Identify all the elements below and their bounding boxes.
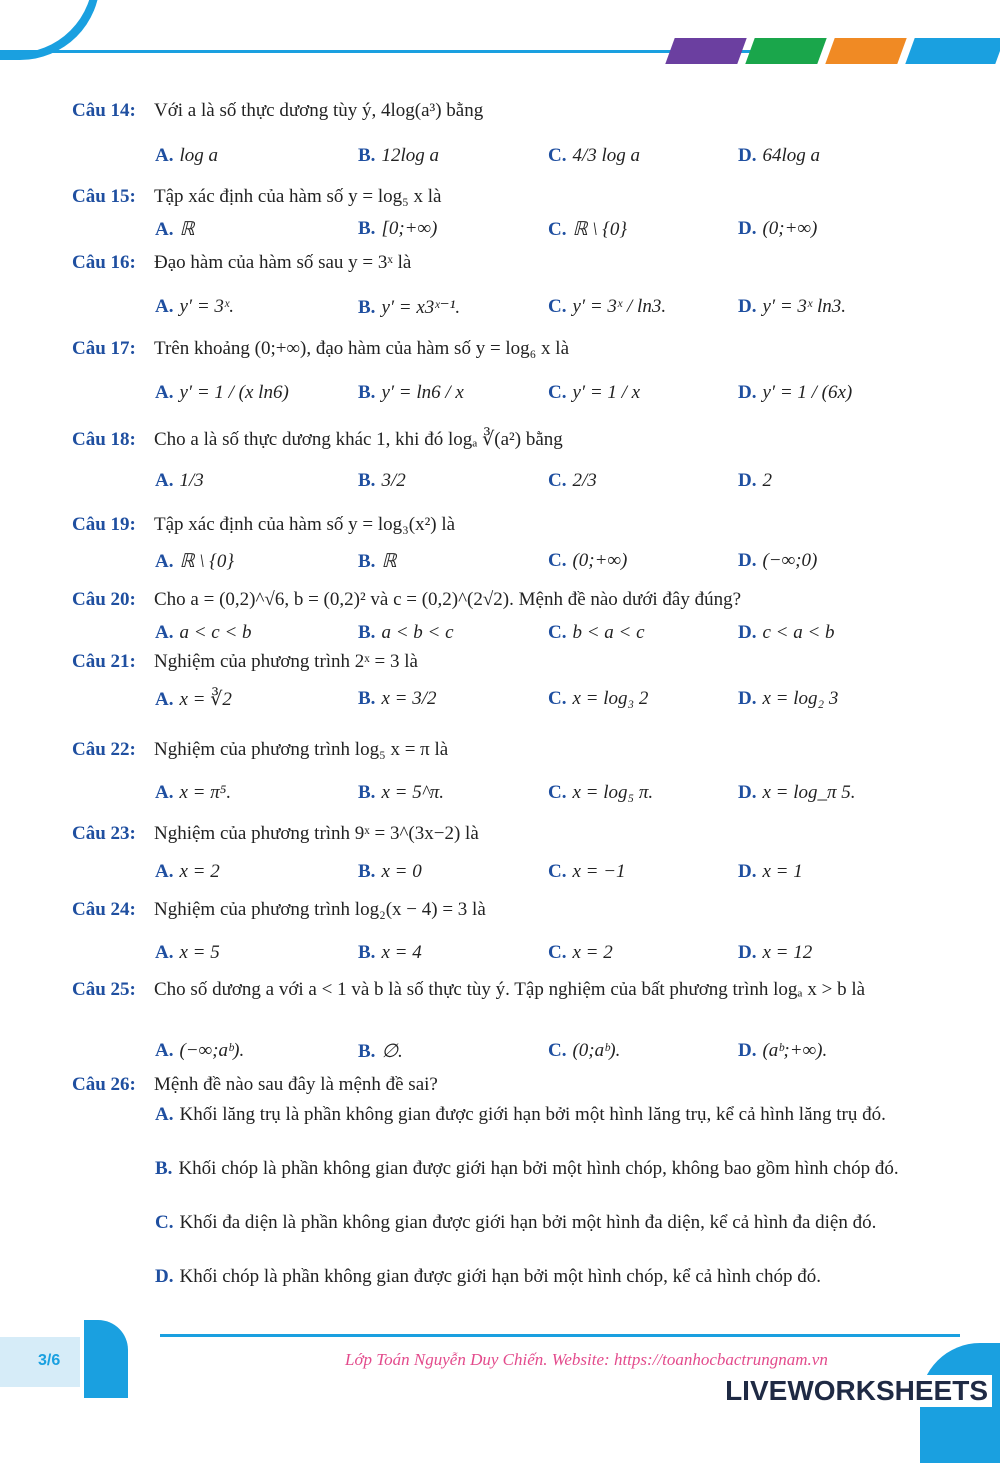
option-letter: D. — [738, 470, 757, 491]
question-text: Đạo hàm của hàm số sau y = 3ˣ là — [154, 252, 412, 273]
option-letter: C. — [548, 219, 567, 240]
option-value: x = log₂ 3 — [762, 688, 839, 709]
option-a[interactable] — [155, 1040, 244, 1062]
option-value: x = 12 — [762, 942, 813, 963]
option-d[interactable] — [738, 688, 838, 710]
option-c[interactable] — [548, 550, 627, 572]
option-letter: B. — [358, 782, 376, 803]
option-letter: C. — [548, 861, 567, 882]
question-label: Câu 22: — [72, 739, 136, 760]
option-d[interactable] — [738, 861, 803, 883]
option-a[interactable] — [155, 688, 232, 711]
option-letter: D. — [738, 382, 757, 403]
option-a[interactable] — [155, 782, 231, 804]
stripe-purple — [665, 38, 746, 64]
option-value: (0;aᵇ). — [572, 1040, 621, 1061]
question-24 — [72, 899, 928, 921]
question-label: Câu 17: — [72, 338, 136, 359]
question-22 — [72, 739, 928, 761]
option-letter: C. — [548, 382, 567, 403]
question-26 — [72, 1074, 928, 1096]
question-text: Cho a = (0,2)^√6, b = (0,2)² và c = (0,2)^(2√2). Mệnh đề nào dưới đây đúng? — [154, 589, 742, 610]
option-d[interactable] — [738, 218, 817, 240]
question-text: Cho số dương a với a < 1 và b là số thực tùy ý. Tập nghiệm của bất phương trình logₐ x > b là — [154, 979, 866, 1000]
option-b[interactable] — [358, 688, 436, 710]
option-value: y′ = 1 / (6x) — [762, 382, 853, 403]
option-letter: B. — [358, 861, 376, 882]
options-row — [155, 550, 915, 590]
question-text: Cho a là số thực dương khác 1, khi đó logₐ ∛(a²) bằng — [154, 429, 563, 450]
option-d[interactable] — [155, 1263, 927, 1291]
option-b[interactable] — [358, 942, 422, 964]
option-d[interactable] — [738, 622, 835, 644]
option-letter: B. — [155, 1158, 173, 1179]
option-value: y′ = 1 / (x ln6) — [179, 382, 289, 403]
option-letter: A. — [155, 622, 174, 643]
option-c[interactable] — [548, 942, 613, 964]
question-text: Nghiệm của phương trình 2ˣ = 3 là — [154, 651, 418, 672]
option-letter: D. — [738, 145, 757, 166]
option-letter: A. — [155, 861, 174, 882]
options-row — [155, 145, 915, 185]
option-value: x = 5 — [179, 942, 220, 963]
question-18 — [72, 428, 928, 451]
option-value: ∅. — [381, 1041, 403, 1062]
option-value: ℝ \ {0} — [572, 219, 628, 240]
option-value: (0;+∞) — [762, 218, 818, 239]
option-value: a < c < b — [179, 622, 252, 643]
option-letter: C. — [155, 1212, 174, 1233]
option-letter: C. — [548, 145, 567, 166]
option-letter: D. — [738, 942, 757, 963]
option-value: x = 2 — [572, 942, 613, 963]
option-b[interactable] — [358, 622, 454, 644]
options-row — [155, 782, 915, 822]
option-value: x = ∛2 — [179, 689, 232, 710]
question-text: Với a là số thực dương tùy ý, 4log(a³) bằng — [154, 100, 484, 121]
option-b[interactable] — [358, 861, 422, 883]
option-letter: D. — [738, 622, 757, 643]
option-c[interactable] — [548, 382, 640, 404]
option-value: x = 2 — [179, 861, 220, 882]
option-b[interactable] — [358, 296, 460, 319]
option-letter: D. — [738, 688, 757, 709]
footer-line — [160, 1334, 960, 1337]
option-letter: D. — [155, 1266, 174, 1287]
question-label: Câu 14: — [72, 100, 136, 121]
question-text: Nghiệm của phương trình log₂(x − 4) = 3 là — [154, 899, 486, 920]
option-value: 64log a — [762, 145, 821, 166]
option-value: (−∞;0) — [762, 550, 818, 571]
option-letter: A. — [155, 145, 174, 166]
option-value: a < b < c — [381, 622, 454, 643]
option-letter: A. — [155, 470, 174, 491]
option-value: Khối lăng trụ là phần không gian được giới hạn bởi một hình lăng trụ, kể cả hình lăng trụ đó. — [179, 1104, 886, 1125]
question-text: Nghiệm của phương trình log₅ x = π là — [154, 739, 449, 760]
option-c[interactable] — [548, 1040, 620, 1062]
brand-logo: LIVEWORKSHEETS — [721, 1375, 992, 1407]
option-letter: B. — [358, 218, 376, 239]
option-letter: B. — [358, 382, 376, 403]
stripe-blue — [905, 38, 1000, 64]
question-19 — [72, 514, 928, 536]
question-label: Câu 18: — [72, 429, 136, 450]
question-label: Câu 23: — [72, 823, 136, 844]
option-b[interactable] — [358, 782, 444, 804]
option-c[interactable] — [548, 145, 640, 167]
option-letter: B. — [358, 470, 376, 491]
option-value: [0;+∞) — [381, 218, 438, 239]
option-c[interactable] — [548, 622, 645, 644]
option-d[interactable] — [738, 470, 772, 492]
question-label: Câu 15: — [72, 186, 136, 207]
option-d[interactable] — [738, 942, 812, 964]
option-value: y′ = 3ˣ ln3. — [762, 296, 847, 317]
option-c[interactable] — [548, 296, 666, 318]
question-20 — [72, 589, 928, 611]
option-value: log a — [179, 145, 219, 166]
option-value: (0;+∞) — [572, 550, 628, 571]
option-value: ℝ \ {0} — [179, 551, 235, 572]
option-c[interactable] — [548, 218, 627, 241]
option-letter: C. — [548, 1040, 567, 1061]
option-letter: C. — [548, 688, 567, 709]
option-letter: B. — [358, 297, 376, 318]
option-a[interactable] — [155, 861, 220, 883]
option-value: 3/2 — [381, 470, 406, 491]
option-value: y′ = 3ˣ / ln3. — [572, 296, 667, 317]
question-14 — [72, 100, 928, 122]
question-label: Câu 16: — [72, 252, 136, 273]
option-value: Khối chóp là phần không gian được giới hạn bởi một hình chóp, kể cả hình chóp đó. — [179, 1266, 821, 1287]
option-value: 2/3 — [572, 470, 597, 491]
option-a[interactable] — [155, 145, 218, 167]
options-row — [155, 942, 915, 982]
question-label: Câu 24: — [72, 899, 136, 920]
option-letter: A. — [155, 782, 174, 803]
option-letter: B. — [358, 688, 376, 709]
option-a[interactable] — [155, 296, 234, 318]
option-letter: A. — [155, 551, 174, 572]
option-value: b < a < c — [572, 622, 645, 643]
option-a[interactable] — [155, 382, 289, 404]
option-letter: D. — [738, 218, 757, 239]
option-a[interactable] — [155, 942, 220, 964]
option-letter: B. — [358, 551, 376, 572]
option-letter: D. — [738, 1040, 757, 1061]
option-b[interactable] — [358, 1040, 403, 1063]
option-a[interactable] — [155, 622, 252, 644]
option-letter: A. — [155, 382, 174, 403]
option-value: x = 0 — [381, 861, 422, 882]
option-value: (−∞;aᵇ). — [179, 1040, 245, 1061]
option-c[interactable] — [548, 861, 626, 883]
option-letter: B. — [358, 622, 376, 643]
option-letter: A. — [155, 942, 174, 963]
option-c[interactable] — [548, 688, 648, 710]
page-number: 3/6 — [38, 1352, 61, 1369]
option-d[interactable] — [738, 382, 852, 404]
options-row — [155, 382, 915, 422]
option-letter: B. — [358, 942, 376, 963]
option-value: y′ = ln6 / x — [381, 382, 464, 403]
question-label: Câu 20: — [72, 589, 136, 610]
option-value: x = log₃ 2 — [572, 688, 649, 709]
option-letter: D. — [738, 861, 757, 882]
question-17 — [72, 338, 928, 360]
stripe-orange — [825, 38, 906, 64]
option-b[interactable] — [358, 550, 397, 573]
option-letter: B. — [358, 145, 376, 166]
option-a[interactable] — [155, 1101, 927, 1129]
option-letter: D. — [738, 782, 757, 803]
option-value: x = 3/2 — [381, 688, 437, 709]
option-b[interactable] — [358, 145, 439, 167]
option-letter: D. — [738, 296, 757, 317]
question-21 — [72, 651, 928, 673]
option-value: ℝ — [381, 551, 397, 572]
option-c[interactable] — [155, 1209, 927, 1237]
question-25 — [72, 979, 928, 1001]
option-letter: A. — [155, 1040, 174, 1061]
question-label: Câu 21: — [72, 651, 136, 672]
question-text: Tập xác định của hàm số y = log₃(x²) là — [154, 514, 456, 535]
question-text: Nghiệm của phương trình 9ˣ = 3^(3x−2) là — [154, 823, 479, 844]
option-letter: C. — [548, 942, 567, 963]
question-label: Câu 19: — [72, 514, 136, 535]
book-icon — [84, 1320, 128, 1398]
option-letter: A. — [155, 296, 174, 317]
options-row — [155, 296, 915, 336]
question-text: Tập xác định của hàm số y = log₅ x là — [154, 186, 442, 207]
option-value: x = 4 — [381, 942, 422, 963]
question-text: Trên khoảng (0;+∞), đạo hàm của hàm số y = log₆ x là — [154, 338, 570, 359]
question-15 — [72, 186, 928, 208]
option-letter: A. — [155, 1104, 174, 1125]
option-a[interactable] — [155, 218, 195, 241]
option-value: x = 5^π. — [381, 782, 444, 803]
option-value: 2 — [762, 470, 772, 491]
header-stripes — [662, 38, 1000, 64]
option-value: y′ = 3ˣ. — [179, 296, 235, 317]
footer-text: Lớp Toán Nguyễn Duy Chiến. Website: https://toanhocbactrungnam.vn — [345, 1350, 828, 1369]
option-d[interactable] — [738, 782, 856, 804]
option-b[interactable] — [358, 470, 406, 492]
option-c[interactable] — [548, 470, 597, 492]
option-letter: C. — [548, 622, 567, 643]
options-row — [155, 470, 915, 510]
option-value: (aᵇ;+∞). — [762, 1040, 828, 1061]
question-16 — [72, 252, 928, 274]
option-a[interactable] — [155, 470, 204, 492]
option-letter: D. — [738, 550, 757, 571]
question-text: Mệnh đề nào sau đây là mệnh đề sai? — [154, 1074, 438, 1095]
option-value: ℝ — [179, 219, 195, 240]
option-letter: C. — [548, 470, 567, 491]
option-value: x = 1 — [762, 861, 803, 882]
option-value: y′ = 1 / x — [572, 382, 641, 403]
option-value: Khối chóp là phần không gian được giới hạn bởi một hình chóp, không bao gồm hình chóp đó. — [178, 1158, 899, 1179]
option-a[interactable] — [155, 550, 234, 573]
option-b[interactable] — [155, 1155, 927, 1183]
option-d[interactable] — [738, 550, 817, 572]
option-d[interactable] — [738, 1040, 827, 1062]
stripe-green — [745, 38, 826, 64]
option-letter: C. — [548, 550, 567, 571]
option-letter: C. — [548, 296, 567, 317]
option-letter: A. — [155, 219, 174, 240]
option-b[interactable] — [358, 382, 464, 404]
option-value: y′ = x3ˣ⁻¹. — [381, 297, 461, 318]
option-value: 4/3 log a — [572, 145, 641, 166]
option-b[interactable] — [358, 218, 437, 240]
question-label: Câu 25: — [72, 979, 136, 1000]
option-value: 1/3 — [179, 470, 204, 491]
option-d[interactable] — [738, 296, 846, 318]
options-row — [155, 688, 915, 728]
option-d[interactable] — [738, 145, 820, 167]
option-value: x = −1 — [572, 861, 626, 882]
option-value: 12log a — [381, 145, 439, 166]
option-value: Khối đa diện là phần không gian được giới hạn bởi một hình đa diện, kể cả hình đa diện đó. — [179, 1212, 877, 1233]
option-letter: B. — [358, 1041, 376, 1062]
option-value: x = log₅ π. — [572, 782, 654, 803]
option-c[interactable] — [548, 782, 653, 804]
question-label: Câu 26: — [72, 1074, 136, 1095]
option-letter: C. — [548, 782, 567, 803]
option-letter: A. — [155, 689, 174, 710]
options-row — [155, 861, 915, 901]
question-23 — [72, 823, 928, 845]
option-value: c < a < b — [762, 622, 835, 643]
option-value: x = π⁵. — [179, 782, 232, 803]
option-value: x = log_π 5. — [762, 782, 856, 803]
